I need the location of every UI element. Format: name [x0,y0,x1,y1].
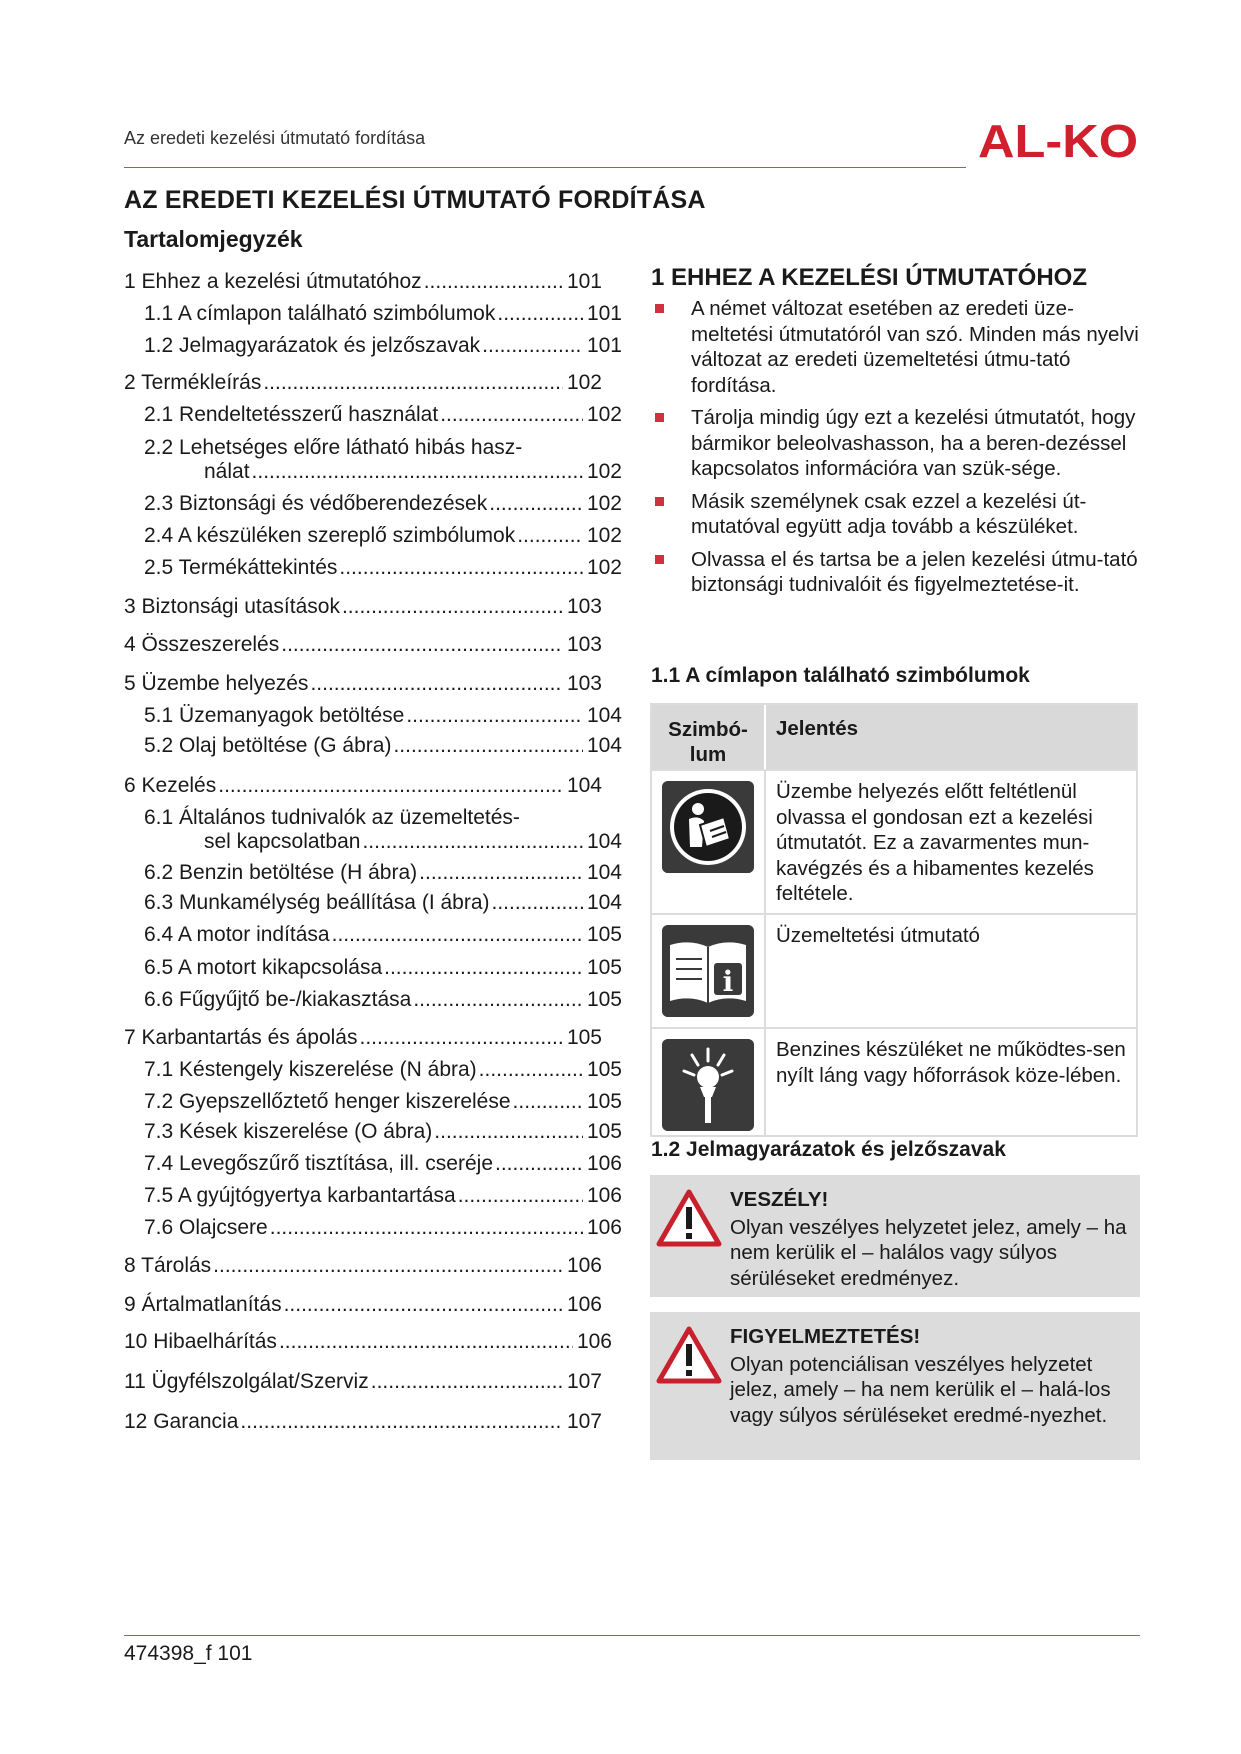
toc-entry[interactable] [144,988,622,1012]
toc-entry-page: 106 [586,1152,622,1175]
footer-doc-ref: 474398_f 101 [124,1642,253,1665]
toc-entry-line1[interactable]: 2.2 Lehetséges előre látható hibás hasz- [144,436,523,459]
toc-entry[interactable] [204,460,622,484]
toc-entry-text: 8 Tárolás [124,1254,212,1277]
toc-entry[interactable] [144,334,622,358]
toc-entry-page: 104 [586,704,622,727]
toc-entry-page: 104 [586,891,622,914]
toc-entry-page: 104 [586,861,622,884]
bullet-square-icon [655,555,664,564]
col-header-symbol: Szimbó-lum [652,705,766,769]
toc-entry-page: 105 [586,1120,622,1143]
toc-entry-text: 5 Üzembe helyezés [124,672,309,695]
danger-box [650,1175,1140,1297]
toc-entry-page: 104 [586,734,622,757]
warning-triangle-icon [656,1189,722,1247]
toc-entry-text: 11 Ügyfélszolgálat/Szerviz [124,1370,369,1393]
no-open-flame-icon [662,1039,754,1131]
toc-entry-text: 7.4 Levegőszűrő tisztítása, ill. cseréje [144,1152,494,1175]
toc-entry-page: 101 [586,334,622,357]
toc-entry[interactable] [124,595,602,619]
toc-entry-text: 6.3 Munkamélység beállítása (I ábra) [144,891,490,914]
toc-entry[interactable] [144,556,622,580]
toc-entry[interactable] [144,1216,622,1240]
symbol-table [650,703,1138,1137]
toc-entry-page: 102 [586,556,622,579]
toc-entry[interactable] [144,1120,622,1144]
toc-entry-page: 104 [586,830,622,853]
toc-entry-text: 5.2 Olaj betöltése (G ábra) [144,734,392,757]
toc-entry-text: 2.3 Biztonsági és védőberendezések [144,492,488,515]
toc-entry-text: 6.6 Fűgyűjtő be-/kiakasztása [144,988,412,1011]
section-1-2-heading: 1.2 Jelmagyarázatok és jelzőszavak [651,1138,1006,1161]
header-rule [124,167,966,168]
toc-entry-text: 7.1 Késtengely kiszerelése (N ábra) [144,1058,477,1081]
toc-entry[interactable] [144,1090,622,1114]
toc-entry-page: 105 [586,1090,622,1113]
table-row [652,1027,1136,1135]
toc-entry-page: 105 [586,956,622,979]
section-1-1-heading: 1.1 A címlapon található szimbólumok [651,664,1030,687]
toc-entry[interactable] [124,270,602,294]
toc-entry-page: 103 [566,633,602,656]
warning-box [650,1312,1140,1460]
toc-entry-text: 7.3 Kések kiszerelése (O ábra) [144,1120,433,1143]
toc-entry-text: 7.6 Olajcsere [144,1216,268,1239]
toc-entry[interactable] [144,524,622,548]
toc-entry-page: 106 [566,1293,602,1316]
main-title: AZ EREDETI KEZELÉSI ÚTMUTATÓ FORDÍTÁSA [124,186,706,214]
toc-entry[interactable] [144,492,622,516]
toc-entry-text: 4 Összeszerelés [124,633,280,656]
toc-entry-page: 102 [586,524,622,547]
toc-entry-text: 12 Garancia [124,1410,239,1433]
bullet-text: Másik személynek csak ezzel a kezelési út-mutatóval együtt adja tovább a készüléket. [691,489,1087,538]
toc-entry-text: 1 Ehhez a kezelési útmutatóhoz [124,270,422,293]
bullet-square-icon [655,413,664,422]
table-row [652,913,1136,1027]
toc-entry[interactable] [124,633,602,657]
toc-entry[interactable] [204,830,622,854]
section-1-bullets [651,296,1141,605]
toc-entry-page: 105 [586,1058,622,1081]
toc-entry-text: 2.1 Rendeltetésszerű használat [144,403,439,426]
col-header-meaning: Jelentés [776,717,859,740]
section-1-heading: 1 EHHEZ A KEZELÉSI ÚTMUTATÓHOZ [651,264,1087,291]
warning-title: FIGYELMEZTETÉS! [730,1325,921,1348]
bullet-item [651,489,1141,540]
toc-entry-text: 3 Biztonsági utasítások [124,595,340,618]
bullet-text: Olvassa el és tartsa be a jelen kezelési útmu-tató biztonsági tudnivalóit és figyelmeztetése-it. [691,547,1138,596]
toc-entry-text: 10 Hibaelhárítás [124,1330,277,1353]
toc-entry-page: 105 [566,1026,602,1049]
toc-entry-page: 101 [586,302,622,325]
toc-entry-text: 6.5 A motort kikapcsolása [144,956,383,979]
toc-entry-text: 6.4 A motor indítása [144,923,330,946]
logo-text: AL-KO [978,115,1138,165]
toc-entry-text: 2 Termékleírás [124,371,262,394]
toc-entry-text: 5.1 Üzemanyagok betöltése [144,704,405,727]
toc-entry-page: 102 [586,403,622,426]
toc-entry-page: 102 [566,371,602,394]
toc-entry-page: 103 [566,595,602,618]
toc-entry-page: 106 [586,1216,622,1239]
toc-entry-page: 102 [586,492,622,515]
toc-entry-text: 1.2 Jelmagyarázatok és jelzőszavak [144,334,481,357]
toc-entry[interactable] [124,1026,602,1050]
symbol-cell [652,1029,766,1135]
toc-entry-page: 101 [566,270,602,293]
toc-entry-text: 6 Kezelés [124,774,217,797]
table-header-row [652,705,1136,769]
toc-entry[interactable] [124,1370,602,1394]
symbol-cell [652,915,766,1027]
danger-title: VESZÉLY! [730,1188,829,1211]
toc-entry[interactable] [144,403,622,427]
toc-entry[interactable] [124,774,602,798]
toc-entry-text: 7.5 A gyújtógyertya karbantartása [144,1184,456,1207]
symbol-cell [652,771,766,913]
bullet-item [651,296,1141,398]
danger-text: Olyan veszélyes helyzetet jelez, amely – ha nem kerülik el – halálos vagy súlyos sérüléseket eredményez. [730,1215,1127,1290]
toc-entry[interactable] [144,891,622,915]
bullet-text: Tárolja mindig úgy ezt a kezelési útmutatót, hogy bármikor beleolvashasson, ha a beren-dezéssel kapcsolatos információra van szük-sége. [691,406,1136,480]
toc-entry[interactable] [124,1293,602,1317]
toc-entry[interactable] [144,956,622,980]
toc-entry-page: 106 [566,1254,602,1277]
toc-entry-page: 106 [586,1184,622,1207]
toc-entry[interactable] [144,1152,622,1176]
toc-entry-page: 104 [566,774,602,797]
toc-entry-page: 106 [576,1330,612,1353]
bullet-square-icon [655,497,664,506]
toc-entry-page: 105 [586,988,622,1011]
toc-entry[interactable] [144,1058,622,1082]
toc-entry[interactable] [144,734,622,758]
footer-rule [124,1635,1140,1636]
toc-entry[interactable] [124,672,602,696]
toc-entry[interactable] [144,302,622,326]
bullet-item [651,405,1141,482]
toc-entry[interactable] [124,1410,602,1434]
toc-entry-page: 107 [566,1410,602,1433]
toc-entry-text: 1.1 A címlapon található szimbólumok [144,302,496,325]
table-row [652,769,1136,913]
svg-text:i: i [722,965,734,998]
toc-entry-text: 2.5 Termékáttekintés [144,556,338,579]
bullet-square-icon [655,304,664,313]
warning-text: Olyan potenciálisan veszélyes helyzetet jelez, amely – ha nem kerülik el – halá-los vagy súlyos sérüléseket eredmé-nyezhet. [730,1352,1111,1427]
meaning-cell: Üzemeltetési útmutató [776,924,980,947]
warning-triangle-icon [656,1326,722,1384]
toc-entry-text: 7 Karbantartás és ápolás [124,1026,358,1049]
toc-entry[interactable] [144,704,622,728]
running-header: Az eredeti kezelési útmutató fordítása [124,128,426,148]
read-manual-icon [662,781,754,873]
meaning-cell: Benzines készüléket ne működtes-sen nyílt láng vagy hőforrások köze-lében. [776,1038,1126,1087]
toc-entry-text: 6.2 Benzin betöltése (H ábra) [144,861,418,884]
bullet-text: A német változat esetében az eredeti üze-meltetési útmutatóról van szó. Minden más nyelvi változat az eredeti üzemeltetési útmu-tató fordítása. [691,297,1139,397]
toc-entry[interactable] [124,371,602,395]
toc-entry[interactable] [124,1330,612,1354]
toc-entry[interactable] [144,1184,622,1208]
operating-manual-icon [662,925,754,1017]
bullet-item [651,547,1141,598]
toc-entry-page: 107 [566,1370,602,1393]
toc-entry-page: 103 [566,672,602,695]
toc-entry-text: 7.2 Gyepszellőztető henger kiszerelése [144,1090,511,1113]
toc-entry-text: 2.4 A készüléken szereplő szimbólumok [144,524,516,547]
toc-entry-text: sel kapcsolatban [204,830,361,853]
alko-logo [978,115,1140,165]
toc-entry[interactable] [144,861,622,885]
meaning-cell: Üzembe helyezés előtt feltétlenül olvassa el gondosan ezt a kezelési útmutatót. Ez a zavarmentes mun-kavégzés és a hibamentes kezelés feltétele. [776,780,1094,905]
toc-entry[interactable] [124,1254,602,1278]
toc-entry-text: nálat [204,460,250,483]
toc-entry[interactable] [144,923,622,947]
toc-entry-text: 9 Ártalmatlanítás [124,1293,282,1316]
toc-title: Tartalomjegyzék [124,226,303,252]
toc-entry-page: 102 [586,460,622,483]
toc-entry-page: 105 [586,923,622,946]
toc-entry-line1[interactable]: 6.1 Általános tudnivalók az üzemeltetés- [144,806,520,829]
